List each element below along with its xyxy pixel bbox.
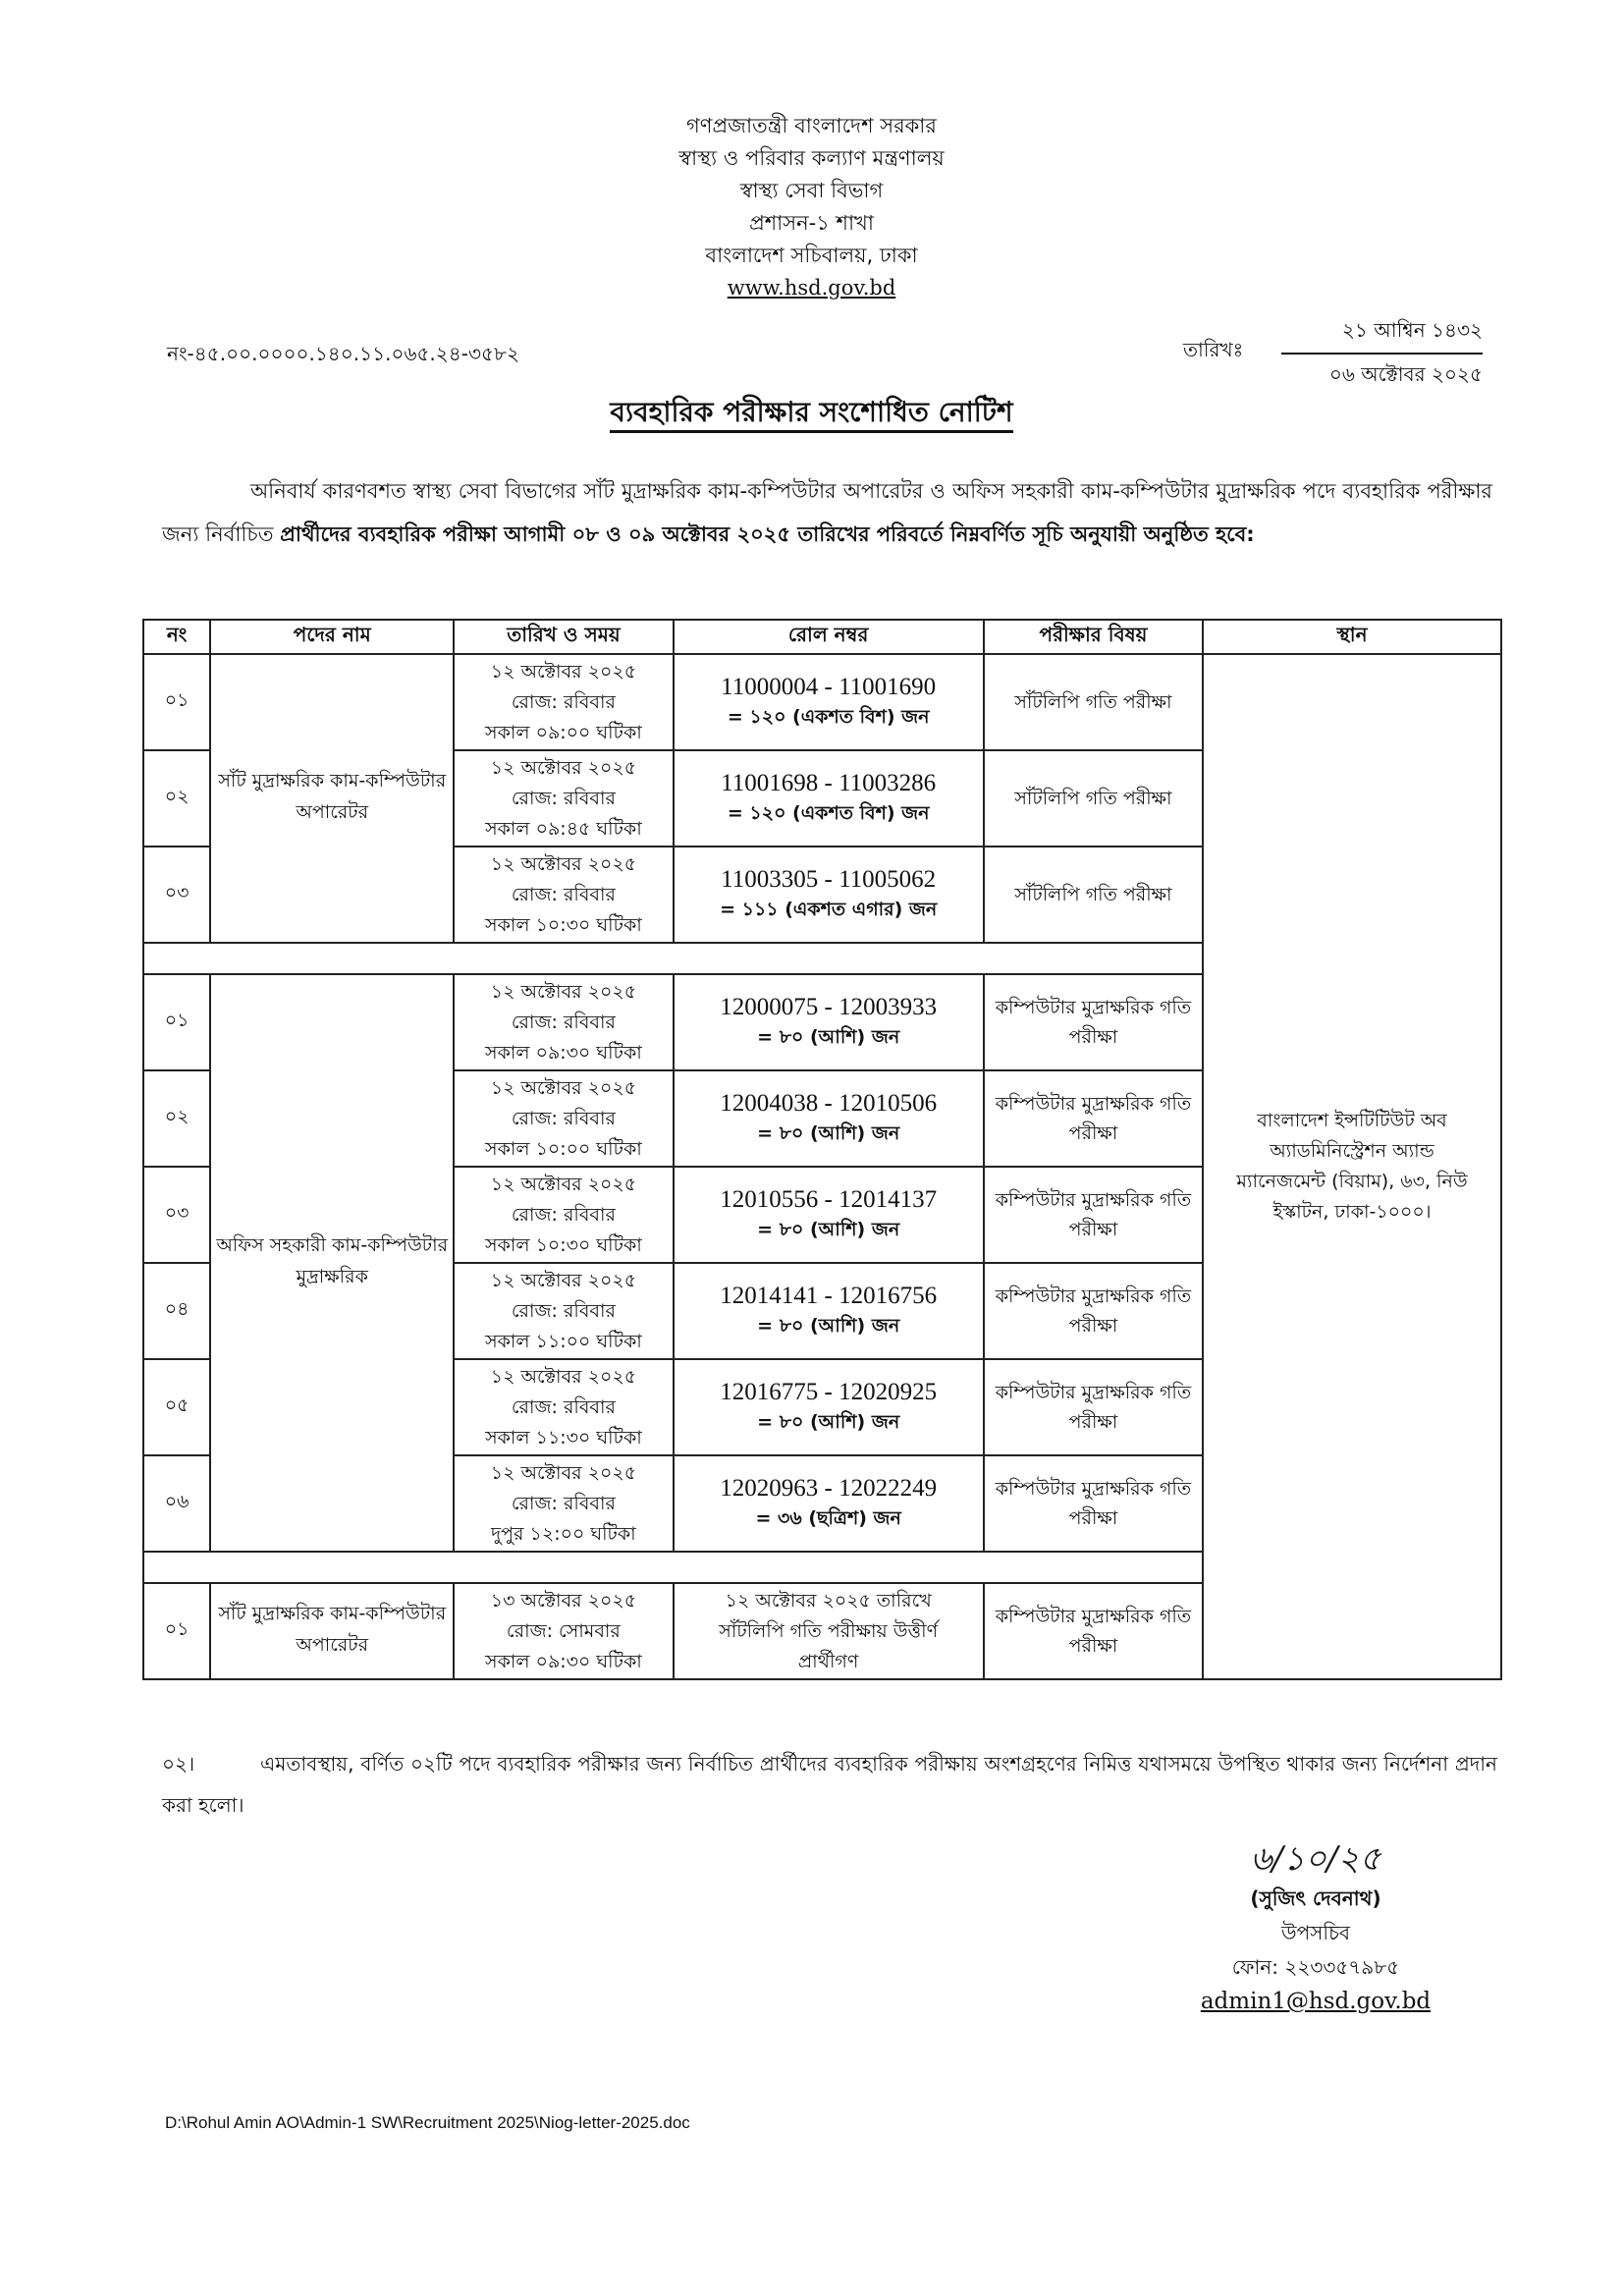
roll-range: 12004038 - 12010506 [720, 1090, 938, 1117]
exam-day: রোজ: সোমবার [506, 1619, 621, 1642]
date-time-cell [454, 750, 673, 847]
exam-day: রোজ: রবিবার [511, 1395, 616, 1418]
roll-cell [674, 847, 984, 943]
exam-date: ১২ অক্টোবর ২০২৫ [490, 1076, 637, 1099]
exam-time: সকাল ১০:৩০ ঘটিকা [485, 913, 642, 936]
exam-subject: কম্পিউটার মুদ্রাক্ষরিক গতি পরীক্ষা [984, 1070, 1203, 1167]
header-no: নং [143, 620, 210, 654]
date-label: তারিখঃ [1183, 338, 1244, 361]
govt-name: গণপ্রজাতন্ত্রী বাংলাদেশ সরকার [686, 114, 937, 137]
roll-range: 11003305 - 11005062 [721, 866, 937, 893]
roll-range: 11001698 - 11003286 [721, 770, 937, 796]
date-time-cell [454, 974, 673, 1070]
header-datetime: তারিখ ও সময় [454, 620, 673, 654]
date-time-cell [454, 1359, 673, 1455]
date-values [1281, 316, 1483, 393]
serial-no: ০৬ [143, 1455, 210, 1552]
header-subject: পরীক্ষার বিষয় [984, 620, 1203, 654]
memo-number: নং-৪৫.০০.০০০০.১৪০.১১.০৬৫.২৪-৩৫৮২ [167, 342, 519, 365]
post-name: সাঁট মুদ্রাক্ষরিক কাম-কম্পিউটার অপারেটর [210, 1583, 454, 1679]
candidate-count: = ৩৬ (ছত্রিশ) জন [755, 1507, 901, 1529]
roll-range: 11000004 - 11001690 [721, 674, 937, 700]
exam-date: ১২ অক্টোবর ২০২৫ [490, 660, 637, 683]
roll-cell [674, 654, 984, 750]
date-time-cell [454, 1070, 673, 1167]
header-post: পদের নাম [210, 620, 454, 654]
table-header-row [143, 620, 1501, 654]
exam-time: সকাল ১০:৩০ ঘটিকা [485, 1233, 642, 1256]
serial-no: ০৩ [143, 847, 210, 943]
serial-no: ০২ [143, 750, 210, 847]
date-gregorian: ০৬ অক্টোবর ২০২৫ [1328, 362, 1483, 386]
notice-title [0, 391, 1623, 437]
exam-time: সকাল ১১:০০ ঘটিকা [485, 1330, 642, 1352]
candidate-count: = ৮০ (আশি) জন [757, 1122, 900, 1144]
roll-cell [674, 750, 984, 847]
exam-date: ১২ অক্টোবর ২০২৫ [490, 1461, 637, 1484]
exam-time: সকাল ০৯:৩০ ঘটিকা [485, 1041, 642, 1064]
notice-title-text: ব্যবহারিক পরীক্ষার সংশোধিত নোটিশ [610, 396, 1012, 433]
separator-cell [143, 1552, 1203, 1583]
roll-range: 12014141 - 12016756 [720, 1283, 938, 1309]
date-time-cell [454, 1263, 673, 1359]
date-time-cell [454, 1583, 673, 1679]
file-path-footer: D:\Rohul Amin AO\Admin-1 SW\Recruitment 2025\Niog-letter-2025.doc [165, 2113, 690, 2132]
roll-cell [674, 1455, 984, 1552]
roll-range: 12010556 - 12014137 [720, 1186, 938, 1213]
eligible-candidates: ১২ অক্টোবর ২০২৫ তারিখে সাঁটলিপি গতি পরীক্ষায় উত্তীর্ণ প্রার্থীগণ [719, 1589, 939, 1672]
exam-date: ১২ অক্টোবর ২০২৫ [490, 980, 637, 1003]
post-name: অফিস সহকারী কাম-কম্পিউটার মুদ্রাক্ষরিক [210, 974, 454, 1552]
exam-subject: সাঁটলিপি গতি পরীক্ষা [984, 654, 1203, 750]
signatory-name: (সুজিৎ দেবনাথ) [1250, 1886, 1381, 1910]
signatory-phone: ফোন: ২২৩৩৫৭৯৮৫ [1231, 1955, 1400, 1979]
separator-cell [143, 943, 1203, 974]
candidate-count: = ৮০ (আশি) জন [757, 1315, 900, 1337]
letterhead [0, 110, 1623, 304]
date-time-cell [454, 1167, 673, 1263]
roll-cell [674, 1263, 984, 1359]
candidate-count: = ১১১ (একশত এগার) জন [720, 899, 938, 920]
signature-block [1129, 1836, 1502, 2019]
candidates-cell [674, 1583, 984, 1679]
header-roll: রোল নম্বর [674, 620, 984, 654]
intro-text: অনিবার্য কারণবশত স্বাস্থ্য সেবা বিভাগের সাঁট মুদ্রাক্ষরিক কাম-কম্পিউটার অপারেটর ও অফিস সহকারী কাম-কম্পিউটার মুদ্রাক্ষরিক পদে ব্যবহারিক পরীক্ষার জন্য নির্বাচিত [162, 479, 1492, 546]
ministry-name: স্বাস্থ্য ও পরিবার কল্যাণ মন্ত্রণালয় [678, 146, 945, 170]
serial-no: ০১ [143, 974, 210, 1070]
exam-date: ১৩ অক্টোবর ২০২৫ [490, 1589, 637, 1612]
date-time-cell [454, 1455, 673, 1552]
instruction-text: এমতাবস্থায়, বর্ণিত ০২টি পদে ব্যবহারিক পরীক্ষার জন্য নির্বাচিত প্রার্থীদের ব্যবহারিক পরীক্ষায় অংশগ্রহণের নিমিত্ত যথাসময়ে উপস্থিত থাকার জন্য নির্দেশনা প্রদান করা হলো। [162, 1752, 1497, 1817]
exam-date: ১২ অক্টোবর ২০২৫ [490, 1173, 637, 1195]
exam-time: সকাল ০৯:৩০ ঘটিকা [485, 1650, 642, 1672]
exam-day: রোজ: রবিবার [511, 1299, 616, 1322]
instruction-paragraph [162, 1743, 1497, 1826]
exam-time: সকাল ০৯:৪৫ ঘটিকা [485, 817, 642, 840]
date-time-cell [454, 654, 673, 750]
exam-subject: সাঁটলিপি গতি পরীক্ষা [984, 847, 1203, 943]
schedule-table [142, 619, 1502, 1680]
candidate-count: = ১২০ (একশত বিশ) জন [727, 706, 930, 728]
division-name: স্বাস্থ্য সেবা বিভাগ [739, 179, 884, 202]
exam-day: রোজ: রবিবার [511, 690, 616, 713]
signatory-email-link[interactable]: admin1@hsd.gov.bd [1200, 1989, 1432, 2014]
candidate-count: = ৮০ (আশি) জন [757, 1219, 900, 1240]
exam-subject: কম্পিউটার মুদ্রাক্ষরিক গতি পরীক্ষা [984, 974, 1203, 1070]
exam-subject: কম্পিউটার মুদ্রাক্ষরিক গতি পরীক্ষা [984, 1455, 1203, 1552]
office-address: বাংলাদেশ সচিবালয়, ঢাকা [705, 244, 918, 267]
exam-date: ১২ অক্টোবর ২০২৫ [490, 756, 637, 779]
exam-time: সকাল ১১:৩০ ঘটিকা [485, 1426, 642, 1449]
exam-subject: কম্পিউটার মুদ্রাক্ষরিক গতি পরীক্ষা [984, 1583, 1203, 1679]
branch-name: প্রশাসন-১ শাখা [749, 211, 874, 235]
exam-day: রোজ: রবিবার [511, 1107, 616, 1129]
serial-no: ০২ [143, 1070, 210, 1167]
serial-no: ০১ [143, 654, 210, 750]
serial-no: ০৩ [143, 1167, 210, 1263]
roll-range: 12000075 - 12003933 [720, 994, 938, 1020]
intro-paragraph [162, 469, 1492, 556]
header-venue: স্থান [1203, 620, 1501, 654]
roll-cell [674, 1359, 984, 1455]
serial-no: ০১ [143, 1583, 210, 1679]
venue-text: বাংলাদেশ ইন্সটিটিউট অব অ্যাডমিনিস্ট্রেশন অ্যান্ড ম্যানেজমেন্ট (বিয়াম), ৬৩, নিউ ইস্কাটন, ঢাকা-১০০০। [1236, 1110, 1468, 1223]
exam-day: রোজ: রবিবার [511, 883, 616, 905]
candidate-count: = ১২০ (একশত বিশ) জন [727, 802, 930, 824]
table-row [143, 654, 1501, 750]
roll-cell [674, 1070, 984, 1167]
exam-time: দুপুর ১২:০০ ঘটিকা [491, 1522, 636, 1545]
exam-date: ১২ অক্টোবর ২০২৫ [490, 1365, 637, 1388]
website-link[interactable]: www.hsd.gov.bd [727, 276, 896, 300]
paragraph-number: ০২। [162, 1752, 195, 1776]
signature-handwritten-date: ৬/১০/২৫ [1250, 1839, 1381, 1879]
exam-subject: কম্পিউটার মুদ্রাক্ষরিক গতি পরীক্ষা [984, 1167, 1203, 1263]
roll-range: 12016775 - 12020925 [720, 1379, 938, 1405]
exam-day: রোজ: রবিবার [511, 1492, 616, 1514]
exam-date: ১২ অক্টোবর ২০২৫ [490, 1269, 637, 1291]
exam-time: সকাল ০৯:০০ ঘটিকা [485, 721, 642, 743]
roll-cell [674, 1167, 984, 1263]
exam-subject: কম্পিউটার মুদ্রাক্ষরিক গতি পরীক্ষা [984, 1359, 1203, 1455]
serial-no: ০৫ [143, 1359, 210, 1455]
roll-cell [674, 974, 984, 1070]
signatory-designation: উপসচিব [1280, 1921, 1350, 1944]
roll-range: 12020963 - 12022249 [720, 1475, 938, 1502]
candidate-count: = ৮০ (আশি) জন [757, 1026, 900, 1048]
date-bangla: ২১ আশ্বিন ১৪৩২ [1281, 316, 1483, 355]
exam-subject: কম্পিউটার মুদ্রাক্ষরিক গতি পরীক্ষা [984, 1263, 1203, 1359]
exam-time: সকাল ১০:০০ ঘটিকা [485, 1137, 642, 1160]
exam-day: রোজ: রবিবার [511, 1203, 616, 1226]
serial-no: ০৪ [143, 1263, 210, 1359]
exam-day: রোজ: রবিবার [511, 1011, 616, 1033]
exam-day: রোজ: রবিবার [511, 787, 616, 809]
date-time-cell [454, 847, 673, 943]
exam-date: ১২ অক্টোবর ২০২৫ [490, 852, 637, 875]
candidate-count: = ৮০ (আশি) জন [757, 1411, 900, 1433]
post-name: সাঁট মুদ্রাক্ষরিক কাম-কম্পিউটার অপারেটর [210, 654, 454, 943]
venue-cell [1203, 654, 1501, 1679]
exam-subject: সাঁটলিপি গতি পরীক্ষা [984, 750, 1203, 847]
intro-bold-text: প্রার্থীদের ব্যবহারিক পরীক্ষা আগামী ০৮ ও ০৯ অক্টোবর ২০২৫ তারিখের পরিবর্তে নিম্নবর্ণিত সূচি অনুযায়ী অনুষ্ঠিত হবে: [280, 522, 1255, 546]
